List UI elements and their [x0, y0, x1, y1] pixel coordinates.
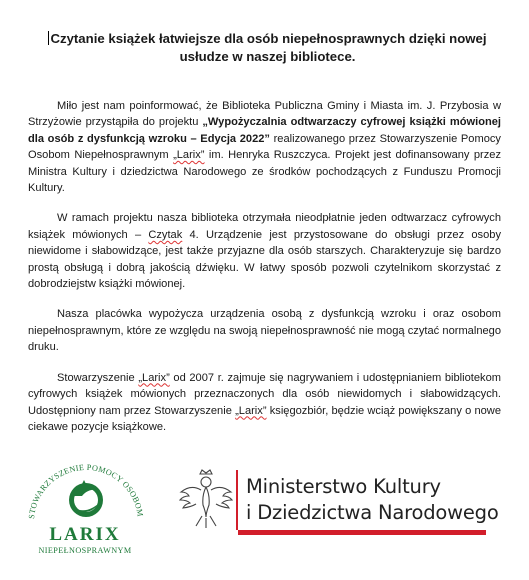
larix-name: „Larix” [138, 371, 170, 384]
ministry-divider [236, 470, 238, 530]
p1-text-a: Miło jest nam poinformować, że Biblioteka Publiczna Gminy i Miasta im. J. Przybosia w Strzyżowie przystąpiła do projektu [28, 100, 501, 129]
p1-text-e: im. Henryka Ruszczyca. Projekt jest dofinansowany przez Ministra Kultury i dziedzictwa Narodowego ze środków pochodzących z Funduszu Promocji Kultury. [28, 149, 501, 195]
p2-text-a: W ramach projektu nasza biblioteka otrzymała nieodpłatnie jeden odtwarzacz cyfrowych książek mówionych – [28, 212, 501, 241]
ministry-underline [238, 530, 486, 535]
p4-text-e: księgozbiór, będzie wciąż powiększany o nowe ciekawe pozycje książkowe. [28, 404, 501, 433]
p1-text-c: realizowanego przez Stowarzyszenie Pomocy Osobom Niepełnosprawnym [28, 132, 501, 162]
ministry-name-line-2: i Dziedzictwa Narodowego [246, 501, 499, 524]
larix-logo [20, 452, 150, 558]
larix-bottom-text: NIEPEŁNOSPRAWNYM [38, 546, 132, 555]
p4-text-a: Stowarzyszenie [57, 371, 139, 384]
ministry-name [246, 474, 499, 526]
ministry-name-line-1: Ministerstwo Kultury [246, 475, 441, 498]
p2-text-c: 4. Urządzenie jest przystosowane do obsługi przez osoby niewidome i słabowidzące, jest także przyjazne dla osób starszych. Charakteryzuje się bardzo prostą obsługą i dobrą jakością dźwięku. W łatwy sposób pozwoli czytelnikom skorzystać z dobrodziejstw książki mówionej. [28, 228, 501, 291]
ministry-logo [176, 460, 506, 560]
larix-name: „Larix” [235, 404, 267, 417]
title-line-1: Czytanie książek łatwiejsze dla osób niepełnosprawnych dzięki nowej [50, 31, 487, 46]
larix-arc-text: STOWARZYSZENIE POMOCY OSOBOM [27, 462, 145, 520]
larix-name: „Larix” [173, 149, 205, 162]
larix-name-text: LARIX [49, 524, 121, 545]
article-title [40, 30, 495, 66]
larch-tree-icon [69, 480, 103, 517]
paragraph-4 [28, 370, 501, 436]
paragraph-1 [28, 98, 501, 196]
project-name: „Wypożyczalnia odtwarzaczy cyfrowej książki mówionej dla osób z dysfunkcją wzroku – Edycja 2022” [28, 116, 501, 145]
p4-text-c: od 2007 r. zajmuje się nagrywaniem i udostępnianiem bibliotekom cyfrowych książek mówionych przeznaczonych dla osób niewidomych i słabowidzących. Udostępniony nam przez Stowarzyszenie [28, 371, 501, 417]
paragraph-3: Nasza placówka wypożycza urządzenia osobą z dysfunkcją wzroku i oraz osobom niepełnosprawnym, które ze względu na swoją niepełnosprawność nie mogą czytać normalnego druku. [28, 308, 501, 354]
article-body [28, 98, 501, 449]
czytak-name: Czytak [148, 228, 183, 241]
paragraph-2 [28, 210, 501, 292]
white-eagle-icon [178, 468, 234, 532]
title-line-2: usłudze w naszej bibliotece. [179, 49, 356, 64]
